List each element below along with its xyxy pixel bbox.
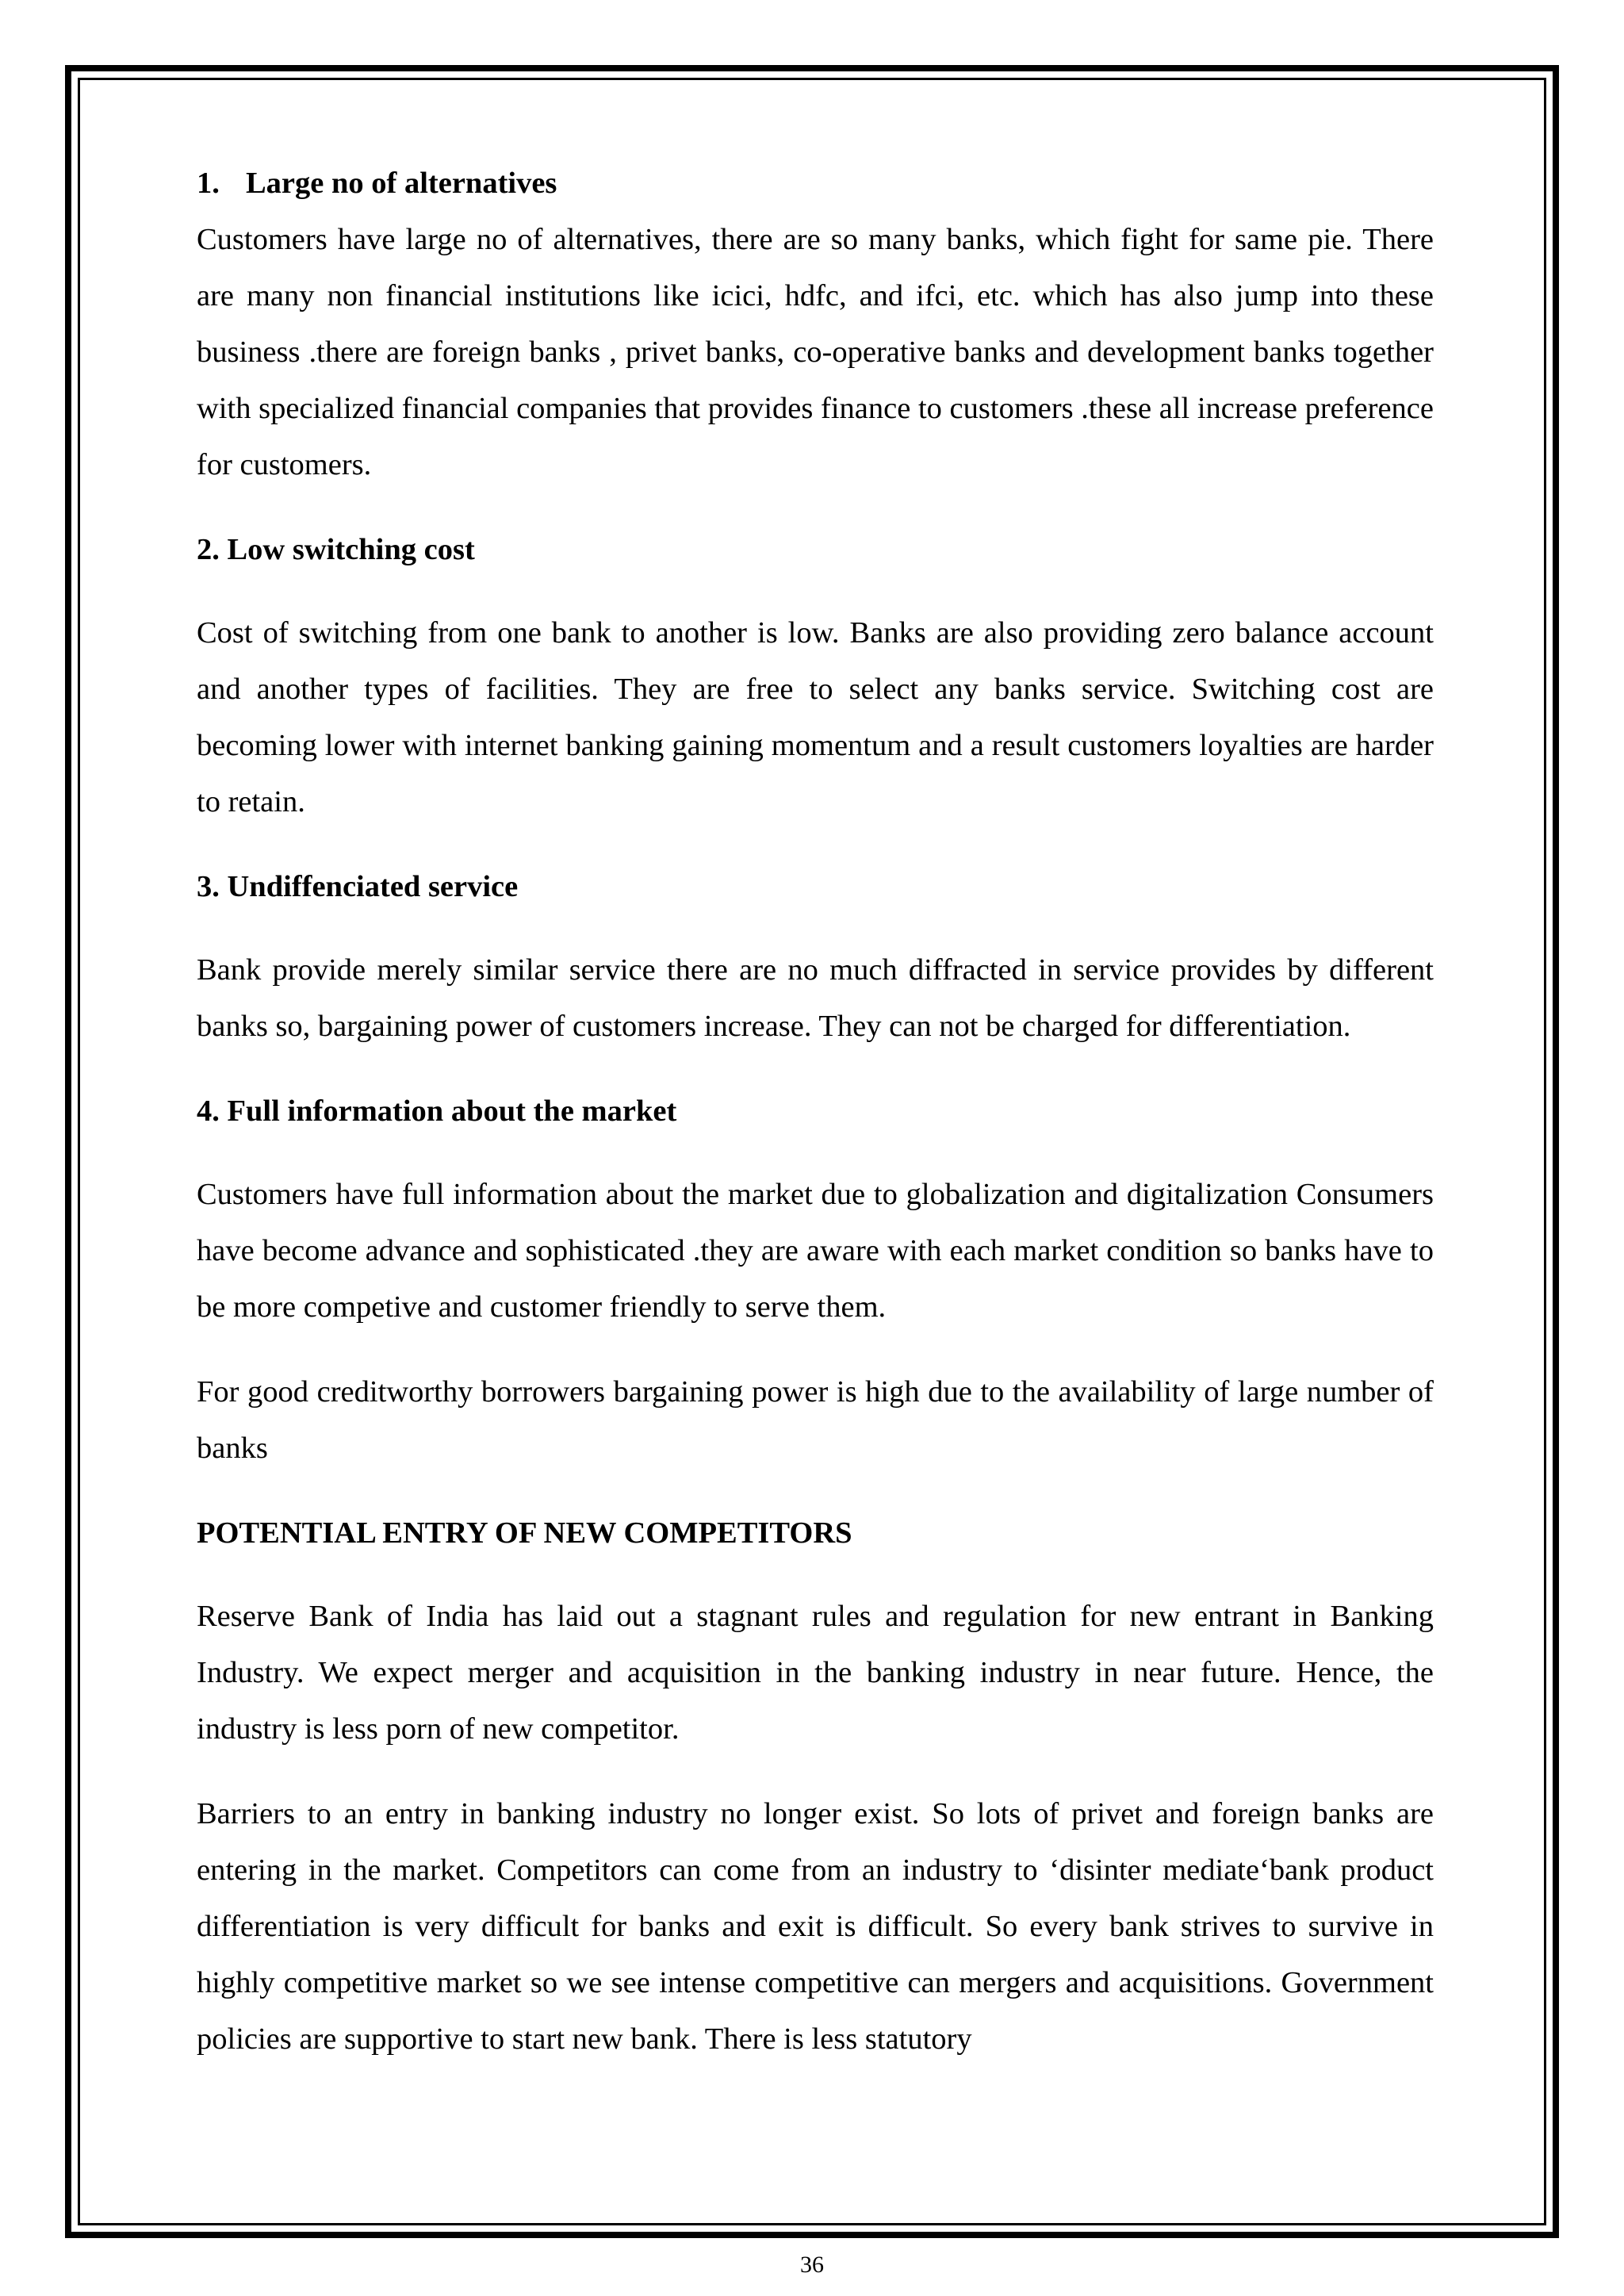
- heading-undifferentiated-service: 3. Undiffenciated service: [197, 870, 519, 903]
- page-number: 36: [800, 2252, 824, 2278]
- heading-title: Large no of alternatives: [246, 167, 557, 200]
- paragraph-barriers-to-entry: Barriers to an entry in banking industry no longer exist. So lots of privet and foreign banks are entering in the market. Competitors can come from an industry to ‘disinter mediate‘bank product differentiation is very difficult for banks and exit is difficult. So every bank strives to survive in highly competitive market so we see intense competitive can mergers and acquisitions. Government policies are supportive to start new bank. There is less statutory: [197, 1797, 1434, 2056]
- paragraph-undifferentiated-service: Bank provide merely similar service there are no much diffracted in service provides by different banks so, bargaining power of customers increase. They can not be charged for differentiation.: [197, 953, 1434, 1043]
- heading-low-switching-cost: 2. Low switching cost: [197, 533, 475, 566]
- paragraph-creditworthy-borrowers: For good creditworthy borrowers bargaining power is high due to the availability of large number of banks: [197, 1375, 1434, 1465]
- heading-full-information: 4. Full information about the market: [197, 1094, 677, 1128]
- paragraph-alternatives: Customers have large no of alternatives, there are so many banks, which fight for same pie. There are many non financial institutions like icici, hdfc, and ifci, etc. which has also jump into these business .there are foreign banks , privet banks, co-operative banks and development banks together with specialized financial companies that provides finance to customers .these all increase preference for customers.: [197, 223, 1434, 481]
- paragraph-reserve-bank: Reserve Bank of India has laid out a stagnant rules and regulation for new entrant in Banking Industry. We expect merger and acquisition in the banking industry in near future. Hence, the industry is less porn of new competitor.: [197, 1600, 1434, 1746]
- document-body: [197, 155, 1434, 2068]
- heading-large-no-of-alternatives: [197, 155, 1434, 212]
- paragraph-full-information: Customers have full information about the market due to globalization and digitalization Consumers have become advance and sophisticated .they are aware with each market condition so banks have to be more competive and customer friendly to serve them.: [197, 1178, 1434, 1324]
- paragraph-switching-cost: Cost of switching from one bank to another is low. Banks are also providing zero balance account and another types of facilities. They are free to select any banks service. Switching cost are becoming lower with internet banking gaining momentum and a result customers loyalties are harder to retain.: [197, 616, 1434, 818]
- heading-potential-entry: POTENTIAL ENTRY OF NEW COMPETITORS: [197, 1516, 852, 1550]
- heading-number: 1.: [197, 167, 220, 200]
